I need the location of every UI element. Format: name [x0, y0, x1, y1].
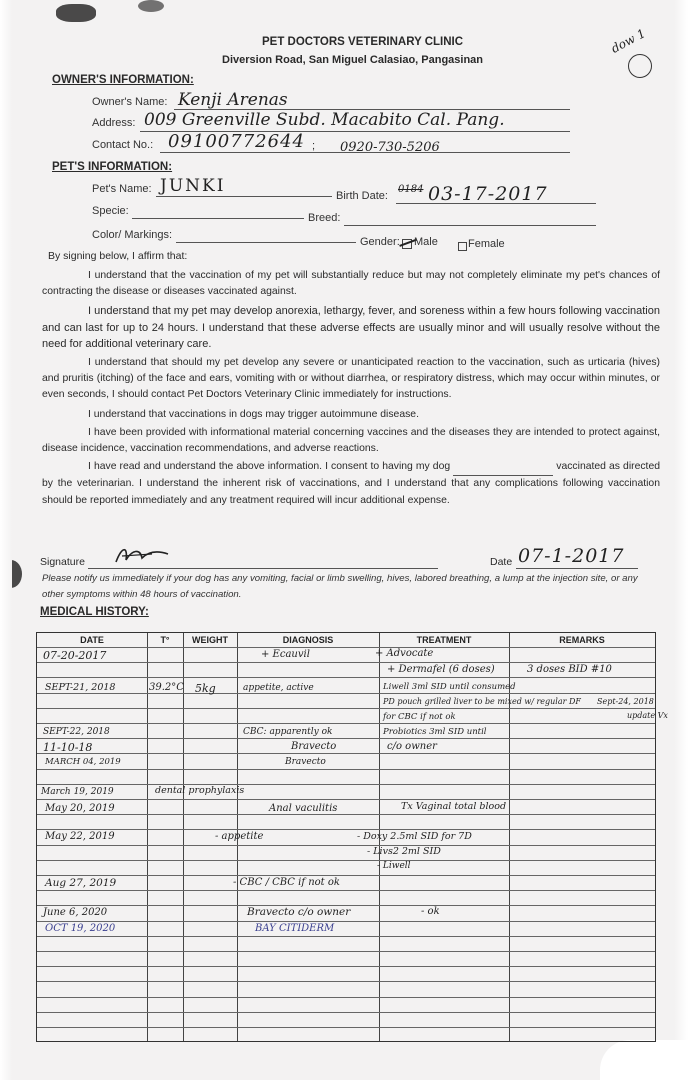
entry-date: SEPT-22, 2018 [43, 727, 110, 737]
entry-date: June 6, 2020 [43, 907, 108, 918]
row-line [37, 784, 655, 785]
entry-treatment: + Dermafel (6 doses) [387, 664, 495, 675]
row-line [37, 966, 655, 967]
owner-address-label: Address: [92, 117, 136, 129]
consent-paragraph-5: I have been provided with informational material concerning vaccines and the diseases they are intended to protect against, disease incidence, vaccination recommendations, and adverse reactions. [42, 426, 660, 455]
entry-diagnosis: appetite, active [243, 683, 314, 693]
row-line [37, 677, 655, 678]
date-label: Date [490, 556, 513, 568]
entry-treatment: - Livs2 2ml SID [367, 846, 441, 857]
entry-diagnosis: Anal vaculitis [269, 803, 338, 814]
color-markings-label: Color/ Markings: [92, 229, 173, 241]
entry-treatment: + Advocate [375, 648, 434, 659]
consent-paragraph-6 [42, 459, 660, 509]
col-header-date: DATE [80, 635, 104, 645]
row-line [37, 951, 655, 952]
entry-date: MARCH 04, 2019 [45, 757, 121, 767]
row-line [37, 875, 655, 876]
contact-separator: ; [312, 140, 316, 152]
notice-text: Please notify us immediately if your dog has any vomiting, facial or limb swelling, hives, labored breathing, a lump at the injection site, or any other symptoms within 48 hours of vaccination. [42, 573, 638, 600]
color-markings-line [176, 242, 356, 243]
entry-date: 07-20-2017 [43, 649, 107, 662]
entry-date: Aug 27, 2019 [45, 877, 117, 889]
entry-date: March 19, 2019 [41, 787, 114, 797]
medical-section-title: MEDICAL HISTORY: [40, 606, 149, 618]
consent-paragraph-3: I understand that should my pet develop any severe or unanticipated reaction to the vaccination, such as urticaria (hives) and pruritis (itching) of the face and ears, vomiting with or without diarrhea, or respiratory distress, which may occur within minutes, or even seconds, I should contact Pet Doctors Veterinary Clinic immediately for instructions. [42, 357, 660, 401]
date-value: 07-1-2017 [518, 545, 625, 567]
consent-intro: By signing below, I affirm that: [48, 250, 188, 262]
col-header-treatment: TREATMENT [416, 635, 472, 645]
entry-treatment: - Doxy 2.5ml SID for 7D [357, 831, 472, 842]
female-checkbox[interactable] [458, 242, 467, 251]
signature-scribble [112, 542, 172, 568]
torn-corner [600, 1040, 688, 1080]
entry-diagnosis: dental prophylaxis [155, 785, 245, 796]
entry-treatment: PD pouch grilled liver to be mixed w/ regular DF [383, 697, 581, 706]
consent-paragraphs [42, 268, 660, 509]
row-line [37, 829, 655, 830]
entry-diagnosis: + Ecauvil [261, 649, 310, 660]
entry-remarks: Sept-24, 2018 [597, 697, 654, 706]
owner-contact-value: 09100772644 [168, 131, 305, 152]
male-label: Male [414, 236, 438, 248]
row-line [37, 981, 655, 982]
corner-circle-mark [628, 54, 652, 78]
col-divider [183, 633, 184, 1041]
row-line [37, 1027, 655, 1028]
entry-date: May 22, 2019 [45, 831, 115, 842]
entry-diagnosis: Bravecto [285, 757, 326, 767]
entry-treatment: Tx Vaginal total blood [401, 801, 507, 812]
clinic-name: PET DOCTORS VETERINARY CLINIC [262, 36, 464, 48]
entry-diagnosis: - appetite [215, 831, 264, 842]
row-line [37, 845, 655, 846]
entry-diagnosis: - CBC / CBC if not ok [233, 877, 340, 888]
pet-name-value: JUNKI [160, 176, 226, 196]
row-line [37, 769, 655, 770]
row-line [37, 753, 655, 754]
specie-line [132, 218, 304, 219]
entry-treatment: - Liwell [377, 861, 411, 871]
entry-weight: 5kg [195, 682, 216, 695]
entry-diagnosis: Bravecto [291, 741, 337, 752]
specie-label: Specie: [92, 205, 129, 217]
entry-treatment: Probiotics 3ml SID until [383, 727, 487, 737]
ink-stain [56, 4, 96, 22]
gender-label: Gender: [360, 236, 400, 248]
row-line [37, 936, 655, 937]
row-line [37, 708, 655, 709]
col-header-remarks: REMARKS [559, 635, 605, 645]
owner-section-title: OWNER'S INFORMATION: [52, 74, 194, 86]
birth-date-label: Birth Date: [336, 190, 388, 202]
clinic-address: Diversion Road, San Miguel Calasiao, Pangasinan [222, 54, 484, 66]
col-header-weight: WEIGHT [192, 635, 228, 645]
breed-label: Breed: [308, 212, 341, 224]
pet-name-label: Pet's Name: [92, 183, 152, 195]
dog-vaccine-blank [453, 459, 553, 476]
entry-diagnosis: Bravecto c/o owner [247, 906, 351, 918]
entry-date: 11-10-18 [43, 741, 93, 754]
birth-date-value: 03-17-2017 [428, 183, 548, 205]
entry-date: May 20, 2019 [45, 803, 115, 814]
owner-contact-label: Contact No.: [92, 139, 154, 151]
ink-stain [138, 0, 164, 12]
entry-treatment: c/o owner [387, 741, 437, 752]
consent-paragraph-2: I understand that my pet may develop anorexia, lethargy, fever, and soreness within a few hours following vaccination and can last for up to 24 hours. I understand that these adverse effects are usually minor and will usually resolve without the need for additional veterinary care. [42, 305, 660, 350]
col-divider [509, 633, 510, 1041]
entry-temp: 39.2°C [149, 682, 184, 693]
row-line [37, 890, 655, 891]
col-header-diagnosis: DIAGNOSIS [282, 635, 334, 645]
entry-treatment: for CBC if not ok [383, 712, 456, 722]
row-line [37, 738, 655, 739]
birth-date-scribble: 0184 [398, 184, 424, 195]
row-line [37, 860, 655, 861]
owner-name-value: Kenji Arenas [178, 90, 288, 110]
owner-contact-value-2: 0920-730-5206 [340, 140, 440, 155]
entry-diagnosis: CBC: apparently ok [243, 727, 333, 737]
pet-name-line [156, 196, 332, 197]
row-line [37, 921, 655, 922]
breed-line [344, 225, 596, 226]
row-line [37, 997, 655, 998]
row-line [37, 693, 655, 694]
entry-remarks: update Vx [627, 711, 668, 720]
col-header-temp: T° [160, 635, 170, 645]
entry-date: SEPT-21, 2018 [45, 682, 116, 693]
pet-section-title: PET'S INFORMATION: [52, 161, 173, 173]
date-line [516, 568, 638, 569]
row-line [37, 1012, 655, 1013]
entry-date: OCT 19, 2020 [45, 923, 116, 934]
row-line [37, 799, 655, 800]
consent-paragraph-6b: vaccinated as directed by the veterinarian. I understand the inherent risk of vaccinations, and I understand that any complications following vaccination should be reported immediately and any treatment required will incur additional expense. [42, 461, 661, 506]
entry-diagnosis: BAY CITIDERM [255, 923, 335, 934]
paper-edge [674, 0, 688, 1080]
paper-edge [0, 0, 12, 1080]
row-line [37, 723, 655, 724]
signature-line [88, 568, 438, 569]
signature-label: Signature [40, 556, 85, 568]
consent-paragraph-6a: I have read and understand the above information. I consent to having my dog [88, 461, 451, 473]
owner-address-value: 009 Greenville Subd. Macabito Cal. Pang. [144, 110, 505, 130]
col-divider [147, 633, 148, 1041]
entry-remarks: 3 doses BID #10 [527, 664, 612, 675]
row-line [37, 647, 655, 648]
entry-treatment: - ok [421, 906, 440, 917]
owner-name-label: Owner's Name: [92, 96, 168, 108]
female-label: Female [468, 238, 505, 250]
entry-treatment: Liwell 3ml SID until consumed [383, 682, 516, 692]
row-line [37, 814, 655, 815]
consent-paragraph-1: I understand that the vaccination of my pet will substantially reduce but may not completely eliminate my pet's chances of contracting the disease or diseases vaccinated against. [42, 270, 660, 298]
medical-history-table [36, 632, 668, 1042]
consent-paragraph-4: I understand that vaccinations in dogs may trigger autoimmune disease. [88, 408, 419, 420]
corner-note: dow 1 [608, 26, 648, 56]
